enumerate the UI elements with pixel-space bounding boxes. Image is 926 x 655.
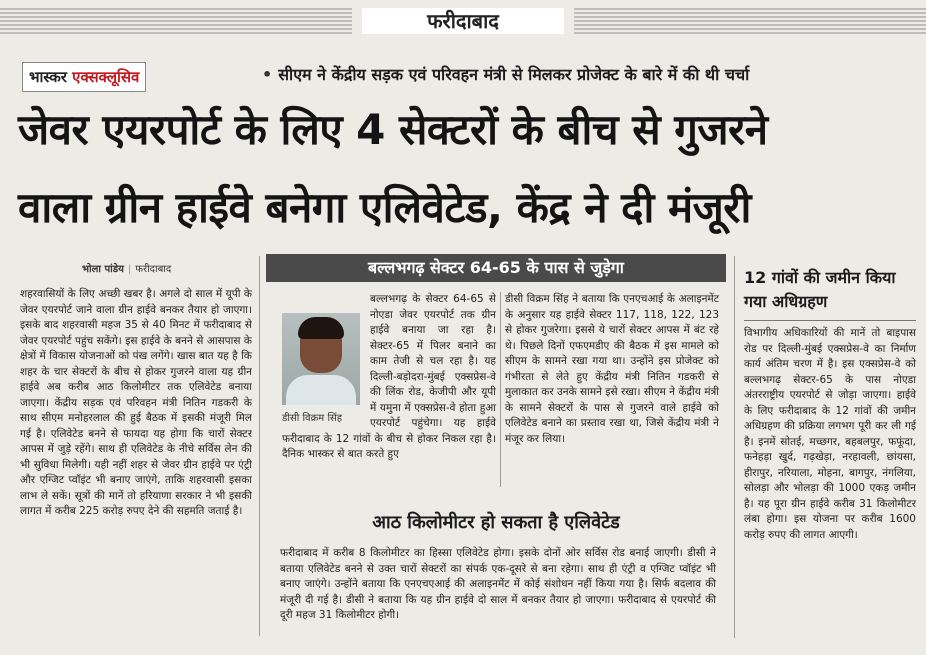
- sidebar-heading: 12 गांवों की जमीन किया गया अधिग्रहण: [744, 268, 896, 311]
- article-body-1: शहरवासियों के लिए अच्छी खबर है। अगले दो साल में यूपी के जेवर एयरपोर्ट जाने वाला ग्रीन हाईवे बनकर तैयार हो जाएगा। इसके बाद शहरवासी महज 35 से 40 मिनट में फरीदाबाद से जेवर एयरपोर्ट पहुंच सकेंगे। इस हाईवे के बनने से आसपास के क्षेत्रों में विकास योजनाओं को पंख लगेंगे। खास बात यह है कि शहर के चार सेक्टरों के बीच से होकर गुजरने वाला यह ग्रीन हाईवे अब करीब आठ किलोमीटर तक एलिवेटेड बनाया जाएगा। केंद्रीय सड़क एवं परिवहन मंत्री नितिन गडकरी के साथ सीएम मनोहरलाल की हुई बैठक में इसकी मंजूरी मिल गई है। एलिवेटेड बनने से फायदा यह होगा कि चारों सेक्टर आपस में जुड़े रहेंगे। साथ ही एलिवेटेड के नीचे सर्विस लेन की भी सुविधा मिलेगी। यही नहीं शहर से जेवर ग्रीन हाईवे पर एंट्री और एग्जिट प्वॉइंट भी बनाए जाएंगे, ताकि शहरवासी इसका लाभ ले सकें। सूत्रों की मानें तो हरियाणा सरकार ने भी इसकी लागत में करीब 225 करोड़ रुपए देने की सहमति जताई है।: [20, 288, 252, 517]
- subheading-elevated: आठ किलोमीटर हो सकता है एलिवेटेड: [276, 506, 716, 540]
- brand-tag: [22, 62, 146, 92]
- article-column-1: [20, 287, 252, 627]
- middle-column-b: [505, 292, 719, 487]
- headline-line2: वाला ग्रीन हाईवे बनेगा एलिवेटेड, केंद्र ने दी मंजूरी: [18, 183, 751, 232]
- photo-caption: डीसी विक्रम सिंह: [282, 413, 343, 424]
- byline-name: भोला पांडेय: [82, 264, 124, 275]
- banner-rule-right: [574, 8, 926, 34]
- middle-bottom-text: फरीदाबाद में करीब 8 किलोमीटर का हिस्सा एलिवेटेड होगा। इसके दोनों ओर सर्विस रोड बनाई जाएगी। डीसी ने बताया एलिवेटेड बनने से उक्त चारों सेक्टरों का संपर्क एक-दूसरे से बना रहेगा। साथ ही एंट्री व एग्जिट प्वॉइंट भी बनाए जाएंगे। उन्होंने बताया कि एनएचएआई की अलाइनमेंट में कोई संशोधन नहीं किया गया है। सिर्फ बदलाव की मंजूरी दी गई है। डीसी ने बताया कि यह ग्रीन हाईवे दो साल में बनकर तैयार हो जाएगा। फरीदाबाद से एयरपोर्ट की दूरी महज 31 किलोमीटर होगी।: [280, 547, 716, 621]
- middle-body-a: [282, 292, 496, 463]
- middle-text-a: बल्लभगढ़ के सेक्टर 64-65 से नोएडा जेवर एयरपोर्ट तक ग्रीन हाईवे बनाया जा रहा है। सेक्टर-65 में पिलर बनाने का काम तेजी से चल रहा है। यह दिल्ली-बड़ोदरा-मुंबई एक्सप्रेस-वे की लिंक रोड, केजीपी और यूपी में यमुना में एक्सप्रेस-वे होता हुआ एयरपोर्ट पहुंचेगा। यह हाईवे फरीदाबाद के 12 गांवों के बीच से होकर निकल रहा है। दैनिक भास्कर से बात करते हुए: [282, 293, 496, 460]
- section-banner: [0, 8, 926, 34]
- kicker-text: सीएम ने केंद्रीय सड़क एवं परिवहन मंत्री से मिलकर प्रोजेक्ट के बारे में की थी चर्चा: [278, 65, 750, 84]
- sidebar-rule: [744, 320, 916, 321]
- section-heading-middle: बल्लभगढ़ सेक्टर 64-65 के पास से जुड़ेगा: [266, 254, 726, 282]
- middle-divider: [500, 292, 501, 487]
- sidebar-text: विभागीय अधिकारियों की मानें तो बाइपास रोड पर दिल्ली-मुंबई एक्सप्रेस-वे का निर्माण कार्य अंतिम चरण में है। इस एक्सप्रेस-वे को बल्लभगढ़ सेक्टर-65 के पास नोएडा अंतरराष्ट्रीय एयरपोर्ट से जोड़ा जाएगा। हाईवे के लिए फरीदाबाद के 12 गांवों की जमीन अधिग्रहण की प्रक्रिया लगभग पूरी कर ली गई है। इनमें सोतई, मच्छगर, बहबलपुर, फफूंदा, फनेहड़ा खुर्द, गढ़खेड़ा, नरहावली, छांयसा, हीरापुर, नरियाला, मोहना, बागपुर, नंगलिया, सोलड़ा और भोलड़ा की 1000 एकड़ जमीन है। यह पूरा ग्रीन हाईवे करीब 31 किलोमीटर लंबा होगा। इस योजना पर करीब 1600 करोड़ रुपए की लागत आएगी।: [744, 327, 916, 541]
- middle-body-b: डीसी विक्रम सिंह ने बताया कि एनएचआई के अलाइनमेंट के अनुसार यह हाईवे सेक्टर 117, 118, 122, 123 से होकर गुजरेगा। इससे ये चारों सेक्टर आपस में बंट रहे थे। पिछले दिनों एफएमडीए की बैठक में इस मामले को सीएम के सामने रखा गया था। उन्होंने इस प्रोजेक्ट को गंभीरता से लेते हुए केंद्रीय मंत्री नितिन गडकरी से मुलाकात कर उनके सामने इसे रखा। सीएम ने केंद्रीय मंत्री के सामने सेक्टरों के पास से गुजरने वाले हाईवे को एलिवेटेड बनाने का प्रस्ताव रखा था, जिसे केंद्रीय मंत्री ने मंजूर कर लिया।: [505, 293, 719, 445]
- byline-place: फरीदाबाद: [135, 264, 172, 275]
- column-divider: [259, 256, 260, 636]
- bullet-icon: •: [262, 65, 273, 84]
- headline-line1: जेवर एयरपोर्ट के लिए 4 सेक्टरों के बीच से गुजरने: [18, 105, 768, 154]
- brand-part1: भास्कर: [29, 68, 67, 86]
- banner-rule-left: [0, 8, 352, 34]
- kicker-line: [262, 64, 912, 86]
- photo-float-spacer: [282, 294, 370, 426]
- section-city-label: फरीदाबाद: [362, 8, 564, 34]
- brand-part2: एक्सक्लूसिव: [72, 68, 140, 86]
- byline: भोला पांडेय | फरीदाबाद: [82, 264, 172, 275]
- middle-bottom: [280, 546, 716, 624]
- sidebar-text-wrap: [744, 326, 916, 543]
- middle-column-a: [282, 292, 496, 487]
